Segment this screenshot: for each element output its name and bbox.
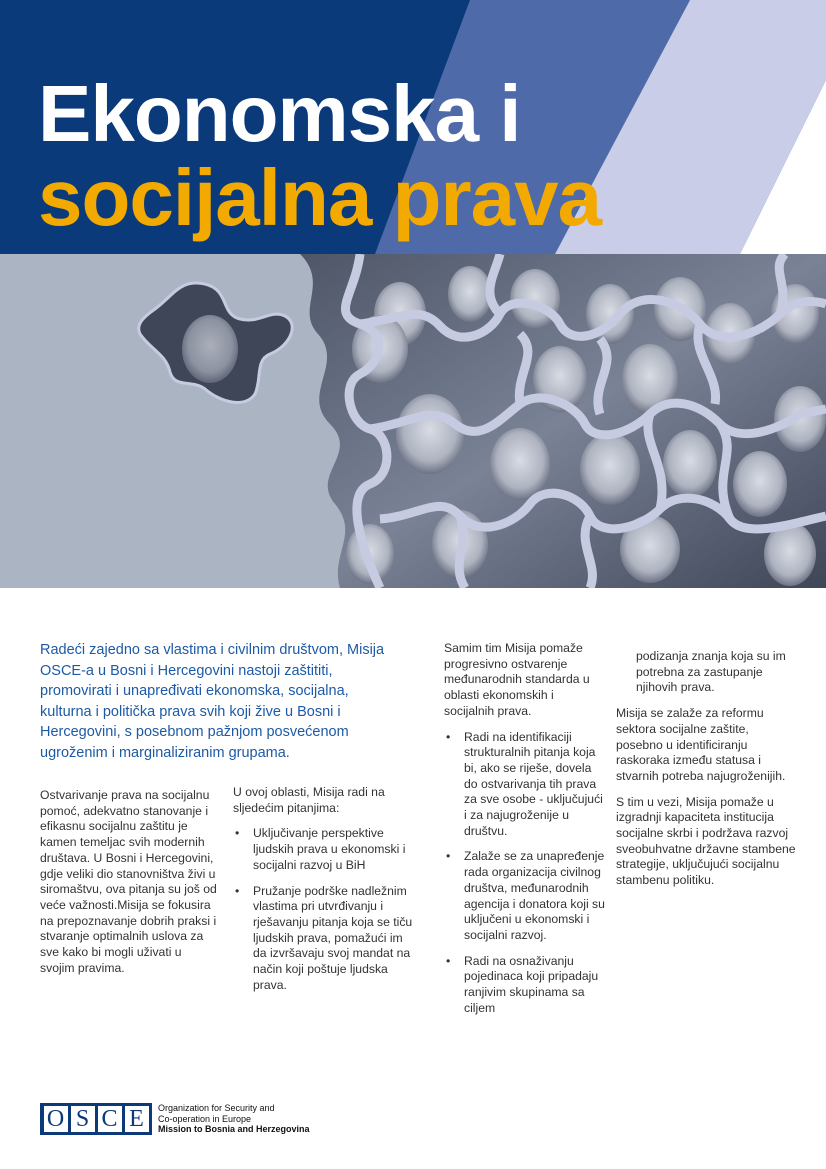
intro-paragraph: Radeći zajedno sa vlastima i civilnim društvom, Misija OSCE-a u Bosni i Hercegovini nastoji zaštititi, promovirati i unapređivati ekonomska, socijalna, kulturna i politička prava svih koji žive u Bosni i Hercegovini, s posebnom pažnjom posvećenom ugroženim i marginaliziranim grupama.	[40, 642, 385, 761]
column-3-bullet-list	[444, 730, 606, 1017]
list-item	[233, 884, 413, 994]
puzzle-photo-graphic	[0, 254, 826, 588]
bullet-icon: •	[446, 849, 451, 864]
osce-logo	[40, 1103, 152, 1135]
list-item-text: Zalaže se za unapređenje rada organizacija civilnog društva, međunarodnih agencija i donatora koji su uključeni u ekonomski i socijalni razvoj.	[464, 849, 605, 942]
list-item	[233, 826, 413, 873]
list-item	[444, 849, 606, 943]
face	[663, 430, 717, 498]
column-4	[616, 649, 796, 899]
logo-letter: S	[71, 1106, 95, 1132]
bullet-icon: •	[446, 953, 451, 968]
column-1-paragraph: Ostvarivanje prava na socijalnu pomoć, adekvatno stanovanje i efikasnu socijalnu zaštitu je kamen temeljac svih modernih društava. U Bosni i Hercegovini, gdje veliki dio stanovništva živi u siromaštvu, ova pitanja su još od veće važnosti.Misija se fokusira na prepoznavanje dobrih praksi i stvaranje optimalnih uslova za sve kako bi mogli uživati u svojim pravima.	[40, 788, 217, 975]
logo-letter: O	[44, 1106, 68, 1132]
bullet-icon: •	[446, 729, 451, 744]
organization-name	[158, 1103, 310, 1135]
logo-letter: E	[125, 1106, 149, 1132]
bullet-icon: •	[235, 883, 240, 898]
face	[490, 428, 550, 500]
page-title	[38, 69, 602, 242]
title-line-2: socijalna prava	[38, 153, 602, 242]
list-item	[444, 730, 606, 840]
floating-piece-face	[182, 315, 238, 383]
face	[396, 394, 464, 474]
column-1	[40, 788, 218, 986]
title-line-1: Ekonomska i	[38, 69, 521, 158]
face	[448, 266, 492, 322]
column-2-lead: U ovoj oblasti, Misija radi na sljedećim pitanjima:	[233, 785, 385, 815]
logo-letter: C	[98, 1106, 122, 1132]
org-line-2: Co-operation in Europe	[158, 1113, 252, 1124]
column-4-paragraph-2: S tim u vezi, Misija pomaže u izgradnji kapaciteta institucija socijalne skrbi i podržava razvoj sveobuhvatne državne stambene strategije, uključujući socijalnu stambenu politiku.	[616, 794, 796, 888]
people-puzzle-photo	[0, 254, 826, 588]
bullet-icon: •	[235, 826, 240, 841]
column-2-bullet-list	[233, 826, 413, 993]
mission-line: Mission to Bosnia and Herzegovina	[158, 1124, 310, 1135]
list-item-text: Radi na identifikaciji strukturalnih pitanja koja bi, ako se riješe, dovela do ostvarivanja tih prava za sve osobe - uključujući i za najugroženije u društvu.	[464, 729, 603, 838]
list-item-text: Uključivanje perspektive ljudskih prava u ekonomski i socijalni razvoj u BiH	[253, 826, 406, 872]
face	[580, 433, 640, 505]
column-4-paragraph-1: Misija se zalaže za reformu sektora socijalne zaštite, posebno u identificiranju raskoraka između statusa i stvarnih potreba najugroženijih.	[616, 706, 786, 783]
org-line-1: Organization for Security and	[158, 1103, 275, 1113]
list-item-text: Pružanje podrške nadležnim vlastima pri utvrđivanju i rješavanju pitanja koja se tiču ljudskih prava, pomažući im da izvršavaju svoj mandat na način koji poštuje ljudska prava.	[253, 883, 413, 992]
list-item	[444, 954, 606, 1017]
footer	[40, 1103, 360, 1137]
column-2	[233, 785, 413, 1003]
column-4-bullet-continuation: podizanja znanja koja su im potrebna za zastupanje njihovih prava.	[636, 649, 786, 695]
list-item-text: Radi na osnaživanju pojedinaca koji pripadaju ranjivim skupinama sa ciljem	[464, 953, 599, 1015]
column-3-lead: Samim tim Misija pomaže progresivno ostvarenje međunarodnih standarda u oblasti ekonomskih i socijalnih prava.	[444, 641, 590, 718]
header-banner	[0, 0, 826, 254]
face	[733, 451, 787, 517]
column-3	[444, 641, 606, 1026]
